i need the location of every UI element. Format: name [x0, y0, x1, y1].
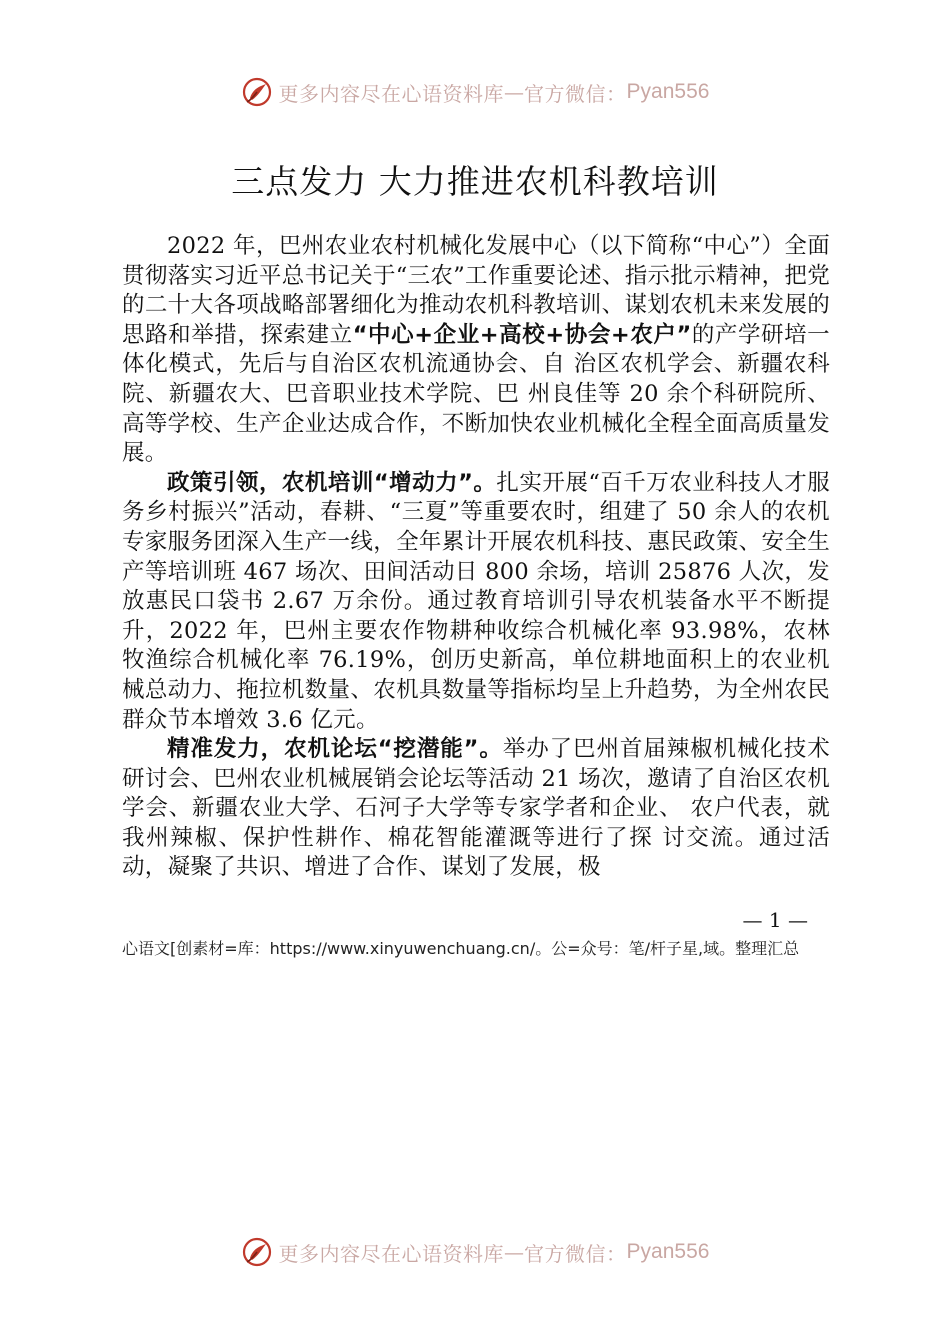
footer-watermark-banner	[0, 1232, 950, 1272]
watermark-contact: 官方微信：	[524, 81, 627, 106]
paragraph-intro	[122, 232, 830, 469]
watermark-text: 更多内容尽在心语资料库	[278, 81, 505, 106]
document-title: 三点发力 大力推进农机科教培训	[231, 162, 719, 201]
header-watermark-banner	[0, 72, 950, 112]
watermark-logo-icon	[241, 76, 273, 108]
paragraph-lead-heading: 精准发力，农机论坛“挖潜能”。	[167, 736, 503, 763]
watermark-text: 更多内容尽在心语资料库	[278, 1241, 505, 1266]
watermark-id: Pyan556	[626, 80, 710, 103]
paragraph-text: 2022 年，巴州农业农村机械化发展中心（以下简称“中心”）全面贯彻落实习近平总书记关于“三农”工作重要论述、指示批示精神，把党的二十大各项战略部署细化为推动农机科教培训、谋划农机未来发展的思路和举措，探索建立	[122, 233, 830, 348]
paragraph-forum	[122, 735, 830, 883]
emphasis-model: “中心+企业+高校+协会+农户”	[352, 321, 692, 348]
watermark-separator: —	[504, 1240, 525, 1264]
paragraph-text: 举办了巴州首届辣椒机械化技术研讨会、巴州农业机械展销会论坛等活动 21 场次，邀请了自治区农机学会、新疆农业大学、石河子大学等专家学者和企业、 农户代表，就我州辣椒、保护性耕作、棉花智能灌溉等进行了探 讨交流。通过活动，凝聚了共识、增进了合作、谋划了发展，极	[122, 736, 831, 881]
paragraph-text: 扎实开展“百千万农业科技人才服务乡村振兴”活动，春耕、“三夏”等重要农时，组建了 50 余人的农机专家服务团深入生产一线，全年累计开展农机科技、惠民政策、安全生产等培训班 467 场次、田间活动日 800 余场，培训 25876 人次，发放惠民口袋书 2.67 万余份。通过教育培训引导农机装备水平不断提升，2022 年，巴州主要农作物耕种收综合机械化率 93.98%，农林牧渔综合机械化率 76.19%，创历史新高，单位耕地面积上的农业机械总动力、拖拉机数量、农机具数量等指标均呈上升趋势，为全州农民群众节本增效 3.6 亿元。	[122, 469, 830, 733]
paragraph-lead-heading: 政策引领，农机培训“增动力”。	[167, 469, 497, 496]
watermark-id: Pyan556	[626, 1240, 710, 1263]
watermark-separator: —	[504, 80, 525, 104]
watermark-contact: 官方微信：	[524, 1241, 627, 1266]
watermark-logo-icon	[241, 1236, 273, 1268]
paragraph-text: 的产学研培一体化模式，先后与自治区农机流通协会、自 治区农机学会、新疆农科院、新疆农大、巴音职业技术学院、巴 州良佳等 20 余个科研院所、高等学校、生产企业达成合作，不断加快农业机械化全程全面高质量发展。	[122, 321, 830, 467]
footer-source-note: 心语文[创素材=库：https://www.xinyuwenchuang.cn/。公=众号：笔/杆子星,域。整理汇总	[122, 939, 800, 958]
page-number: — 1 —	[742, 908, 808, 932]
document-body	[122, 232, 830, 883]
paragraph-policy	[122, 469, 830, 735]
